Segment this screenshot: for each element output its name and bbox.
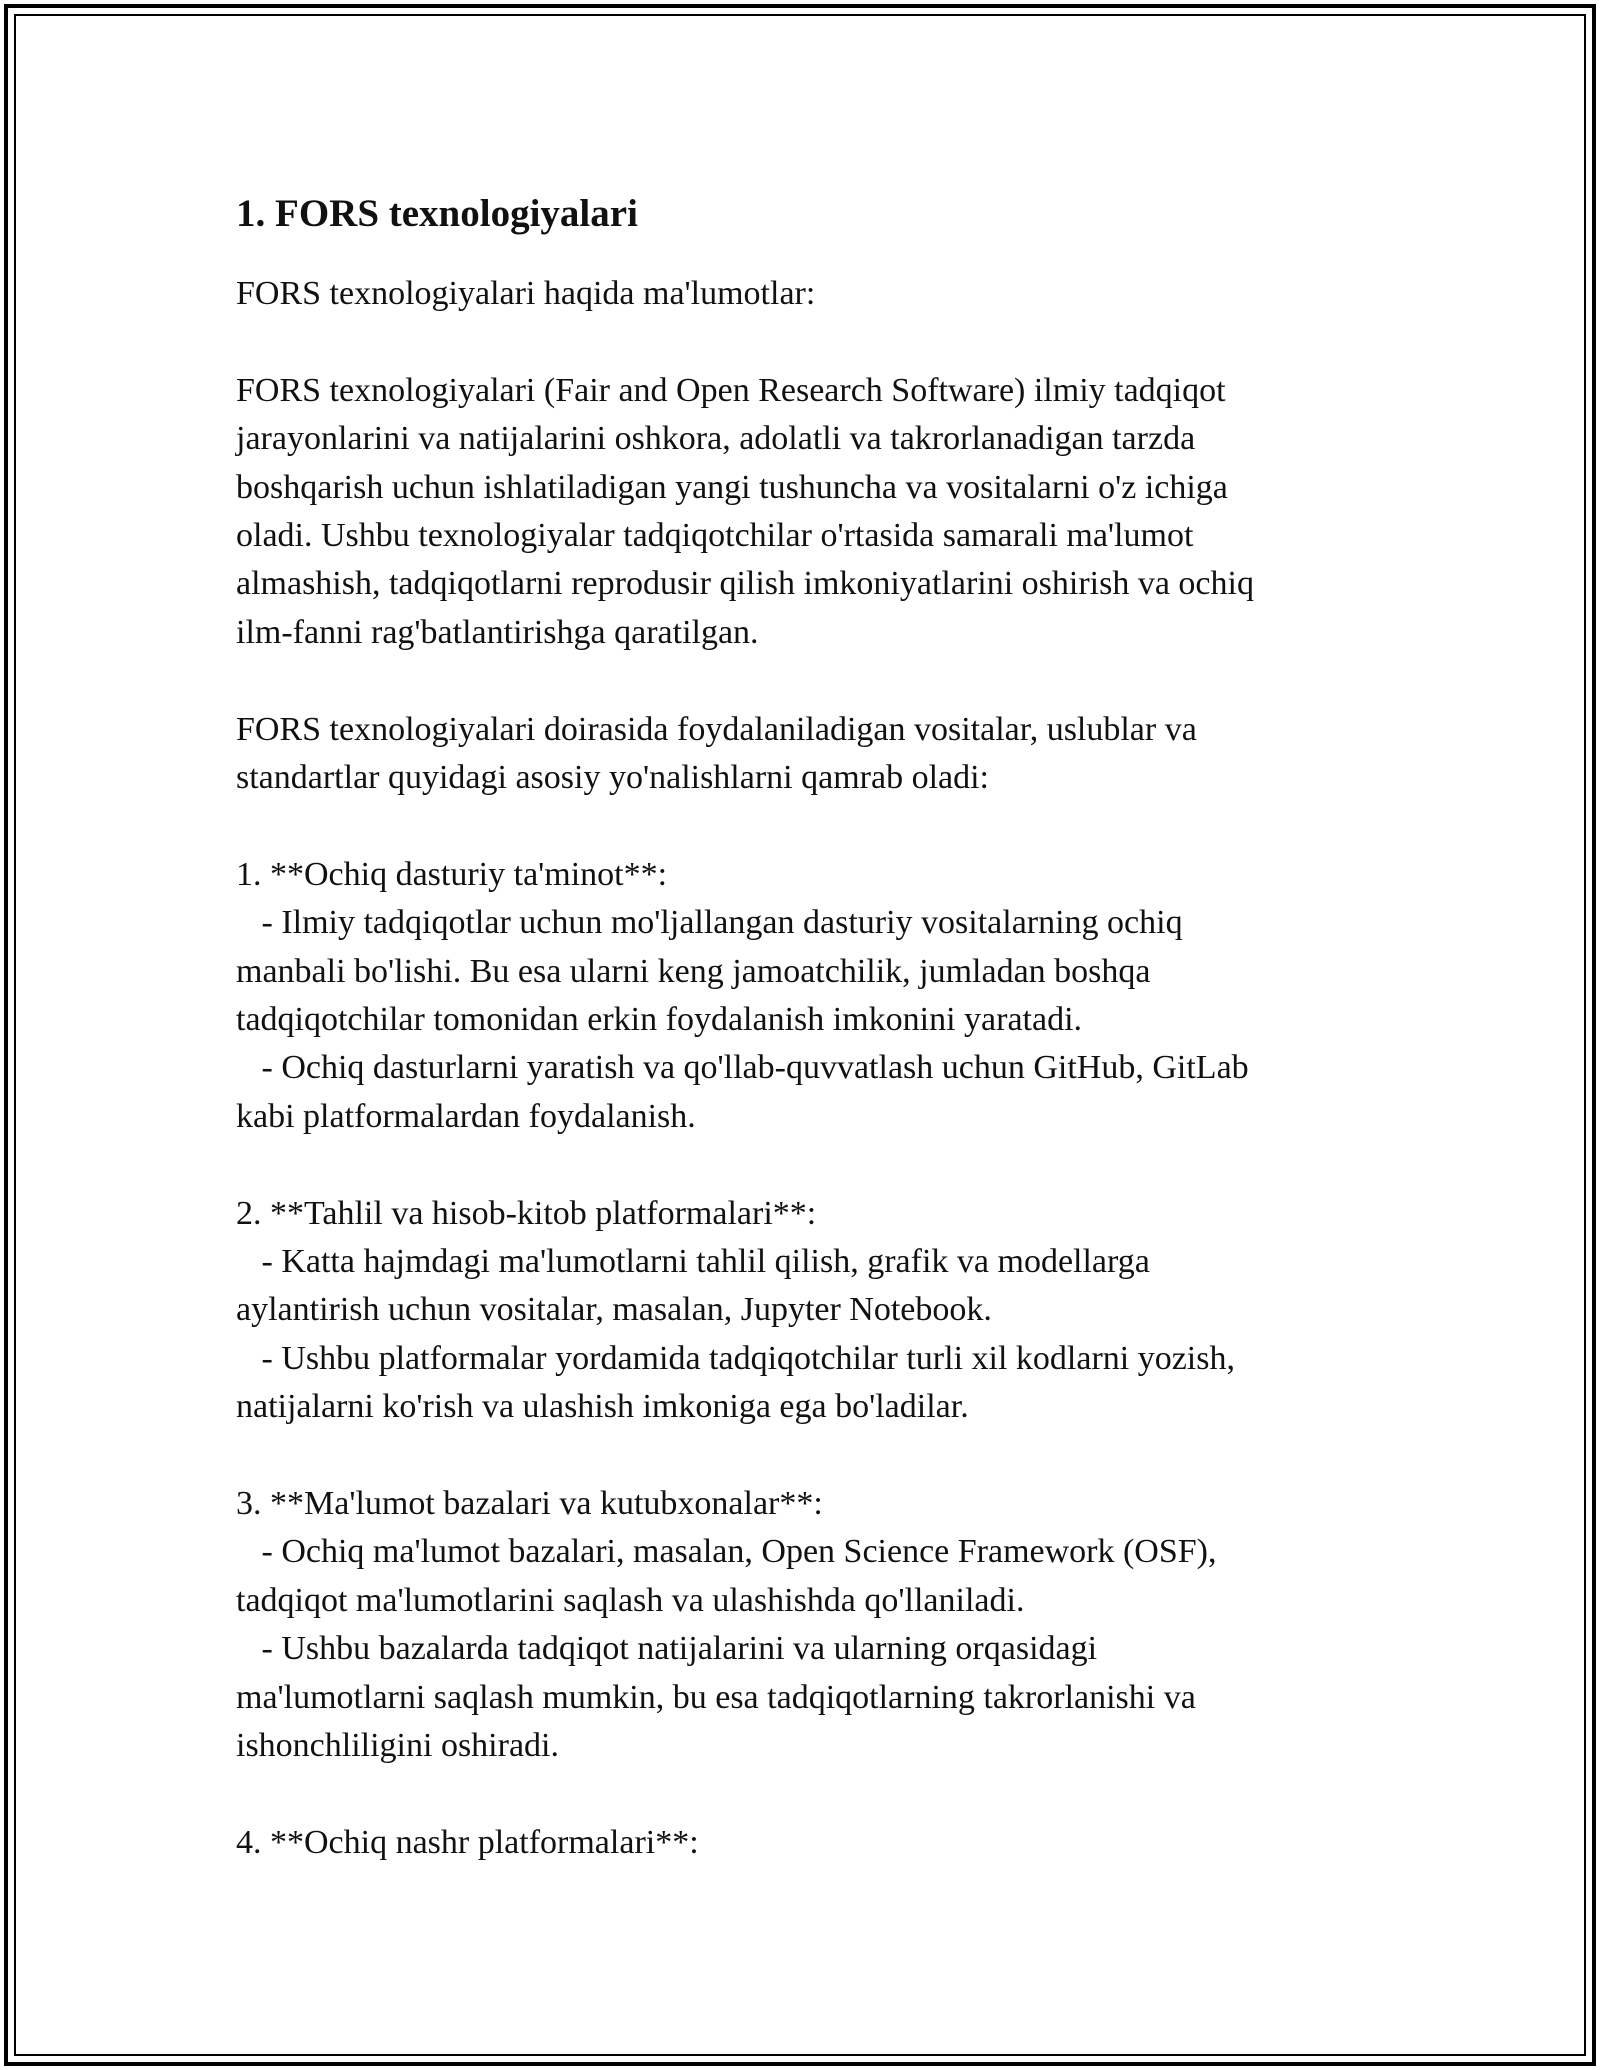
- blank-line: [236, 318, 1366, 366]
- text-line: FORS texnologiyalari (Fair and Open Research Software) ilmiy tadqiqot: [236, 371, 1226, 409]
- text-line: - Katta hajmdagi ma'lumotlarni tahlil qilish, grafik va modellarga: [236, 1243, 1150, 1281]
- document-body: [236, 185, 1366, 1867]
- text-line: tadqiqotchilar tomonidan erkin foydalanish imkonini yaratadi.: [236, 1001, 1083, 1039]
- text-line: boshqarish uchun ishlatiladigan yangi tushuncha va vositalarni o'z ichiga: [236, 468, 1228, 506]
- text-line: aylantirish uchun vositalar, masalan, Jupyter Notebook.: [236, 1291, 992, 1329]
- text-line: - Ochiq ma'lumot bazalari, masalan, Open Science Framework (OSF),: [236, 1533, 1217, 1571]
- document-heading: 1. FORS texnologiyalari: [236, 192, 638, 235]
- text-line: - Ochiq dasturlarni yaratish va qo'llab-quvvatlash uchun GitHub, GitLab: [236, 1049, 1249, 1087]
- text-line: standartlar quyidagi asosiy yo'nalishlarni qamrab oladi:: [236, 759, 989, 797]
- text-line: oladi. Ushbu texnologiyalar tadqiqotchilar o'rtasida samarali ma'lumot: [236, 517, 1194, 555]
- text-line: - Ushbu bazalarda tadqiqot natijalarini va ularning orqasidagi: [236, 1630, 1098, 1668]
- text-line: ishonchliligini oshiradi.: [236, 1727, 559, 1765]
- text-line: 3. **Ma'lumot bazalari va kutubxonalar**:: [236, 1485, 823, 1523]
- text-line: natijalarni ko'rish va ulashish imkoniga ega bo'ladilar.: [236, 1388, 969, 1426]
- blank-line: [236, 657, 1366, 705]
- text-line: ilm-fanni rag'batlantirishga qaratilgan.: [236, 613, 759, 651]
- text-line: jarayonlarini va natijalarini oshkora, adolatli va takrorlanadigan tarzda: [236, 420, 1196, 458]
- text-line: - Ilmiy tadqiqotlar uchun mo'ljallangan dasturiy vositalarning ochiq: [236, 904, 1183, 942]
- blank-line: [236, 1141, 1366, 1189]
- text-line: FORS texnologiyalari doirasida foydalaniladigan vositalar, uslublar va: [236, 710, 1197, 748]
- text-line: kabi platformalardan foydalanish.: [236, 1097, 696, 1135]
- text-line: ma'lumotlarni saqlash mumkin, bu esa tadqiqotlarning takrorlanishi va: [236, 1678, 1196, 1716]
- text-line: 4. **Ochiq nashr platformalari**:: [236, 1823, 699, 1861]
- text-line: - Ushbu platformalar yordamida tadqiqotchilar turli xil kodlarni yozish,: [236, 1339, 1235, 1377]
- document-text: [236, 270, 1366, 1867]
- text-line: manbali bo'lishi. Bu esa ularni keng jamoatchilik, jumladan boshqa: [236, 952, 1151, 990]
- text-line: 1. **Ochiq dasturiy ta'minot**:: [236, 855, 668, 893]
- text-line: FORS texnologiyalari haqida ma'lumotlar:: [236, 275, 816, 312]
- text-line: tadqiqot ma'lumotlarini saqlash va ulashishda qo'llaniladi.: [236, 1581, 1025, 1619]
- blank-line: [236, 1432, 1366, 1480]
- blank-line: [236, 802, 1366, 850]
- text-line: almashish, tadqiqotlarni reprodusir qilish imkoniyatlarini oshirish va ochiq: [236, 565, 1254, 603]
- blank-line: [236, 1771, 1366, 1819]
- text-line: 2. **Tahlil va hisob-kitob platformalari**:: [236, 1194, 817, 1232]
